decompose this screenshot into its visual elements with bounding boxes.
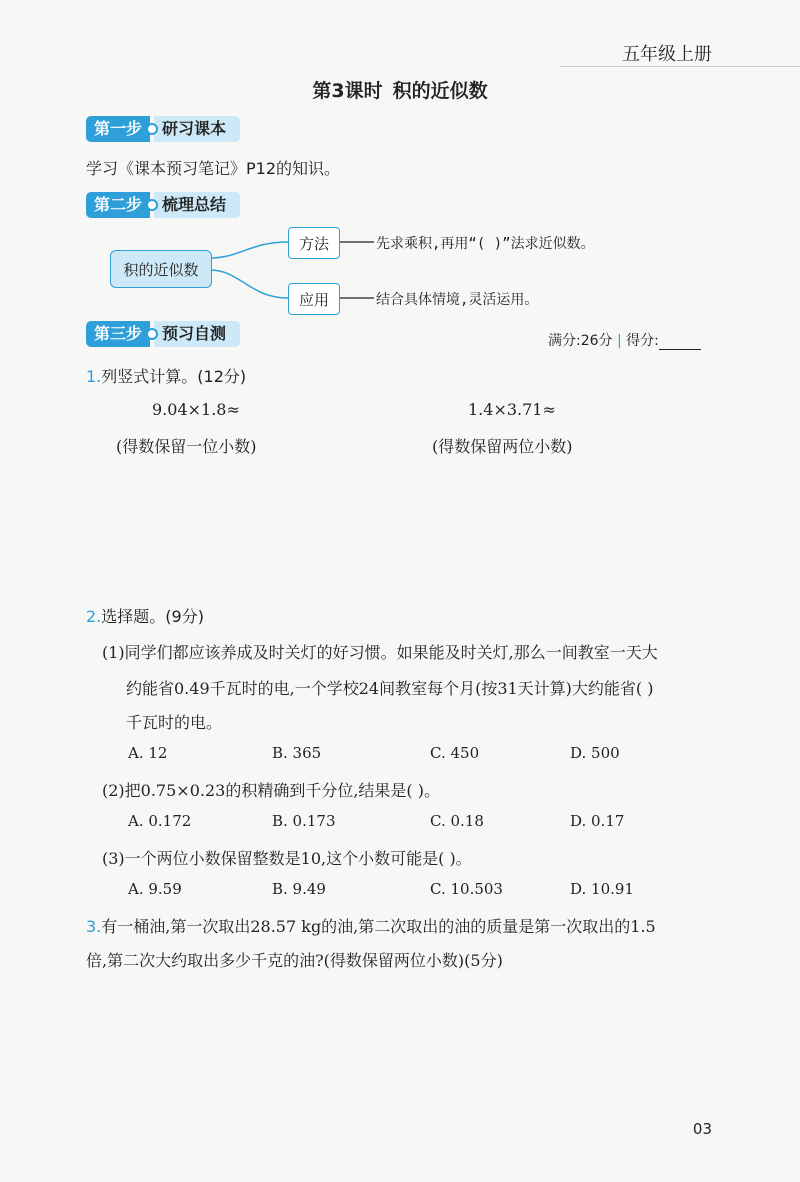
q2-sub1-option-b[interactable]: B. 365 [272, 744, 322, 762]
mindmap-method-node: 方法 [288, 227, 340, 259]
q2-sub2-option-a[interactable]: A. 0.172 [128, 812, 192, 830]
q2-sub2-option-c[interactable]: C. 0.18 [430, 812, 484, 830]
grade-label: 五年级上册 [622, 44, 712, 65]
q2-sub1-line3: 千瓦时的电。 [126, 713, 223, 732]
step-dot-icon [146, 199, 158, 211]
lesson-topic: 积的近似数 [392, 80, 488, 102]
method-description: 先求乘积,再用“( )”法求近似数。 [376, 236, 595, 252]
score-label: 得分: [626, 333, 659, 349]
question-3-line1: 有一桶油,第一次取出28.57 kg的油,第二次取出的油的质量是第一次取出的1.5 [101, 917, 656, 936]
step-1-label: 研习课本 [154, 116, 240, 142]
q2-sub3-line: (3)一个两位小数保留整数是10,这个小数可能是( )。 [102, 849, 472, 868]
page-number: 03 [692, 1120, 712, 1138]
full-score: 满分:26分 [548, 333, 613, 349]
connector-method [210, 242, 288, 258]
step-3-number: 第三步 [86, 321, 150, 347]
q2-sub1-option-a[interactable]: A. 12 [128, 744, 168, 762]
q2-sub3-option-c[interactable]: C. 10.503 [430, 880, 503, 898]
apply-description: 结合具体情境,灵活运用。 [376, 292, 539, 308]
question-3 [86, 914, 656, 937]
q1-note-2: (得数保留两位小数) [432, 437, 573, 456]
q2-sub1-option-c[interactable]: C. 450 [430, 744, 480, 762]
q2-sub1-line1: (1)同学们都应该养成及时关灯的好习惯。如果能及时关灯,那么一间教室一天大 [102, 643, 658, 662]
step-dot-icon [146, 123, 158, 135]
score-box [548, 330, 701, 350]
question-3-number: 3. [86, 917, 102, 936]
q2-sub2-line: (2)把0.75×0.23的积精确到千分位,结果是( )。 [102, 781, 440, 800]
q2-sub1-line2: 约能省0.49千瓦时的电,一个学校24间教室每个月(按31天计算)大约能省( ) [126, 679, 654, 698]
question-1 [86, 364, 246, 387]
lesson-number: 第3课时 [312, 80, 383, 102]
q1-expression-2: 1.4×3.71≈ [468, 400, 556, 419]
q2-sub1-option-d[interactable]: D. 500 [570, 744, 620, 762]
score-blank[interactable] [659, 335, 701, 350]
step-2-number: 第二步 [86, 192, 150, 218]
score-separator: | [616, 333, 622, 349]
q2-sub2-option-d[interactable]: D. 0.17 [570, 812, 625, 830]
q1-note-1: (得数保留一位小数) [116, 437, 257, 456]
page-title [0, 76, 800, 103]
step-1-number: 第一步 [86, 116, 150, 142]
step-2-label: 梳理总结 [154, 192, 240, 218]
header-divider [560, 66, 800, 67]
step-dot-icon [146, 328, 158, 340]
mindmap-root: 积的近似数 [110, 250, 212, 288]
question-2 [86, 604, 204, 627]
q2-sub2-option-b[interactable]: B. 0.173 [272, 812, 336, 830]
question-2-stem: 选择题。(9分) [101, 607, 204, 626]
connector-apply [210, 270, 288, 298]
step-3-label: 预习自测 [154, 321, 240, 347]
question-1-number: 1. [86, 367, 102, 386]
q2-sub3-option-b[interactable]: B. 9.49 [272, 880, 326, 898]
mindmap-apply-node: 应用 [288, 283, 340, 315]
question-2-number: 2. [86, 607, 102, 626]
question-3-line2: 倍,第二次大约取出多少千克的油?(得数保留两位小数)(5分) [86, 951, 503, 970]
step-2-badge [86, 192, 240, 218]
study-instruction: 学习《课本预习笔记》P12的知识。 [86, 159, 341, 178]
step-3-badge [86, 321, 240, 347]
q2-sub3-option-a[interactable]: A. 9.59 [128, 880, 182, 898]
q2-sub3-option-d[interactable]: D. 10.91 [570, 880, 634, 898]
question-1-stem: 列竖式计算。(12分) [101, 367, 247, 386]
q1-expression-1: 9.04×1.8≈ [152, 400, 240, 419]
step-1-badge [86, 116, 240, 142]
